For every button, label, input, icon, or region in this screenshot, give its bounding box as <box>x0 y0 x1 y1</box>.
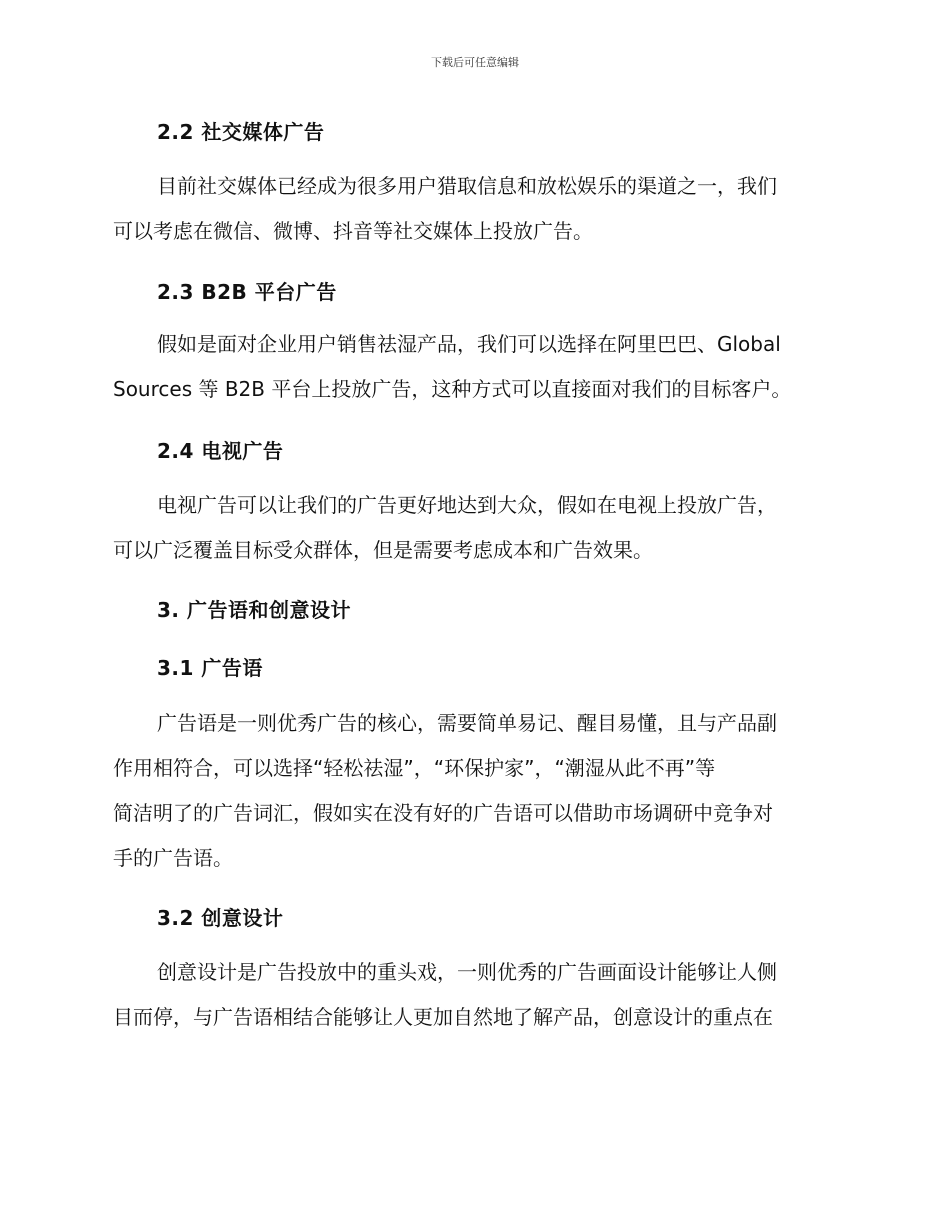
paragraph-line: 目前社交媒体已经成为很多用户猎取信息和放松娱乐的渠道之一，我们 <box>157 174 777 198</box>
paragraph-line: 假如是面对企业用户销售祛湿产品，我们可以选择在阿里巴巴、Global <box>157 332 781 356</box>
section-heading-2-2: 2.2 社交媒体广告 <box>157 120 325 144</box>
paragraph-line: 可以考虑在微信、微博、抖音等社交媒体上投放广告。 <box>113 219 593 243</box>
paragraph-line: 目而停，与广告语相结合能够让人更加自然地了解产品，创意设计的重点在 <box>113 1005 773 1029</box>
section-heading-3-2: 3.2 创意设计 <box>157 906 284 930</box>
paragraph-3-2 <box>113 950 835 1040</box>
paragraph-line: Sources 等 B2B 平台上投放广告，这种方式可以直接面对我们的目标客户。 <box>113 377 792 401</box>
paragraph-line: 创意设计是广告投放中的重头戏，一则优秀的广告画面设计能够让人侧 <box>157 960 777 984</box>
paragraph-line: 广告语是一则优秀广告的核心，需要简单易记、醒目易懂，且与产品副 <box>157 711 777 735</box>
paragraph-2-3 <box>113 322 835 412</box>
section-heading-2-3: 2.3 B2B 平台广告 <box>157 280 337 304</box>
paragraph-line: 可以广泛覆盖目标受众群体，但是需要考虑成本和广告效果。 <box>113 538 653 562</box>
paragraph-line: 作用相符合，可以选择“轻松祛湿”，“环保护家”，“潮湿从此不再”等 <box>113 756 716 780</box>
paragraph-line: 手的广告语。 <box>113 846 233 870</box>
paragraph-3-1 <box>113 701 835 881</box>
section-heading-2-4: 2.4 电视广告 <box>157 439 284 463</box>
paragraph-line: 电视广告可以让我们的广告更好地达到大众，假如在电视上投放广告， <box>157 493 777 517</box>
paragraph-2-2 <box>113 164 835 254</box>
section-heading-3-1: 3.1 广告语 <box>157 656 263 680</box>
paragraph-line: 简洁明了的广告词汇，假如实在没有好的广告语可以借助市场调研中竞争对 <box>113 801 773 825</box>
header-note: 下载后可任意编辑 <box>431 56 519 69</box>
paragraph-2-4 <box>113 483 835 573</box>
section-heading-3: 3. 广告语和创意设计 <box>157 598 351 622</box>
